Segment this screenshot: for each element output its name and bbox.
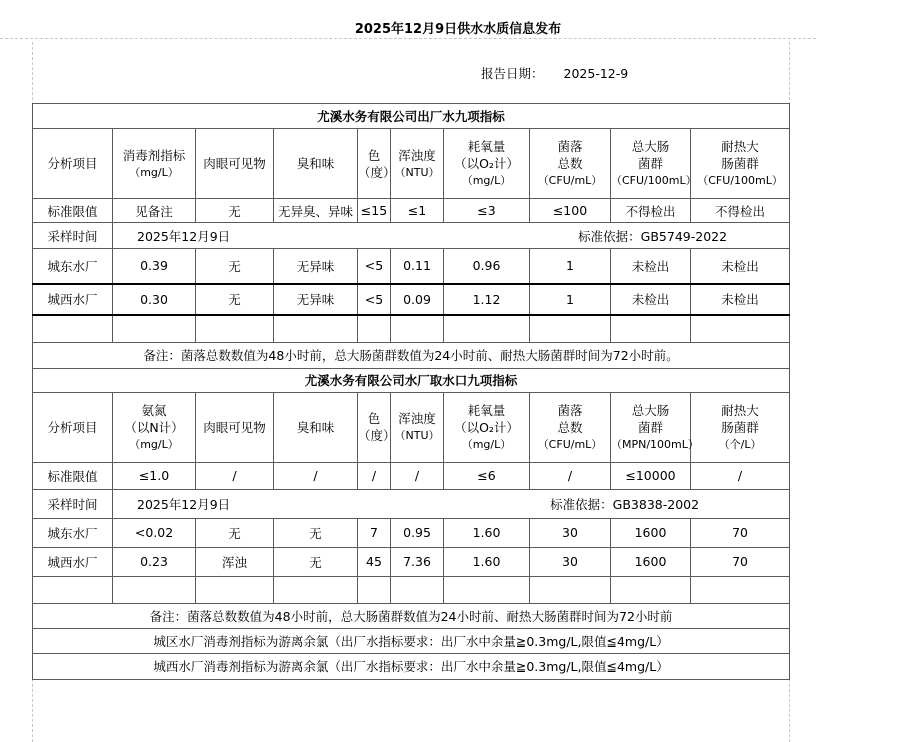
standard-basis: 标准依据：GB3838-2002: [550, 496, 700, 512]
sample-time-label: 采样时间: [33, 223, 113, 249]
data-cell: 无异味: [274, 249, 358, 284]
data-cell: 无: [196, 518, 274, 547]
section2-header-cell: 浑浊度 （NTU）: [391, 392, 444, 462]
limit-cell: /: [691, 462, 790, 489]
data-cell: 1600: [611, 547, 691, 576]
section2-header-cell: 耗氧量 （以O₂计） （mg/L）: [444, 392, 530, 462]
sample-info: [113, 489, 790, 518]
section1-header-cell: 耗氧量 （以O₂计） （mg/L）: [444, 129, 530, 199]
limit-cell: 见备注: [113, 199, 196, 223]
data-cell: 0.96: [444, 249, 530, 284]
section2-header-cell: 耐热大 肠菌群 （个/L）: [691, 392, 790, 462]
section2-sample-row: [33, 489, 790, 518]
data-cell: <5: [358, 284, 391, 315]
data-cell: 无: [196, 249, 274, 284]
section2-header-cell: 氨氮 （以N计） （mg/L）: [113, 392, 196, 462]
section2-note: 备注：菌落总数数值为48小时前，总大肠菌群数值为24小时前、耐热大肠菌群时间为72小时前: [33, 603, 790, 628]
report-date-value: 2025-12-9: [563, 66, 629, 81]
data-cell: 0.11: [391, 249, 444, 284]
data-cell: 城西水厂: [33, 284, 113, 315]
data-cell: 1600: [611, 518, 691, 547]
section1-title: 尤溪水务有限公司出厂水九项指标: [33, 104, 790, 129]
limit-cell: 无异臭、异味: [274, 199, 358, 223]
data-cell: 未检出: [611, 284, 691, 315]
data-cell: 1: [530, 284, 611, 315]
section1-header-row: [33, 129, 790, 199]
section1-header-cell: 消毒剂指标 （mg/L）: [113, 129, 196, 199]
data-cell: 7: [358, 518, 391, 547]
limit-cell: 不得检出: [611, 199, 691, 223]
section2-header-cell: 菌落 总数 （CFU/mL）: [530, 392, 611, 462]
limit-cell: 无: [196, 199, 274, 223]
data-cell: 未检出: [611, 249, 691, 284]
section1-header-cell: 耐热大 肠菌群 （CFU/100mL）: [691, 129, 790, 199]
section1-header-cell: 总大肠 菌群 （CFU/100mL）: [611, 129, 691, 199]
data-cell: 0.95: [391, 518, 444, 547]
section2-title: 尤溪水务有限公司水厂取水口九项指标: [33, 368, 790, 392]
limit-cell: /: [274, 462, 358, 489]
table-row: [33, 518, 790, 547]
data-cell: 0.23: [113, 547, 196, 576]
blank-row: [33, 315, 790, 343]
data-cell: 0.09: [391, 284, 444, 315]
data-cell: 30: [530, 518, 611, 547]
section1-sample-row: [33, 223, 790, 249]
section1-header-cell: 分析项目: [33, 129, 113, 199]
table-row: [33, 249, 790, 284]
data-cell: <0.02: [113, 518, 196, 547]
document-title: 2025年12月9日供水水质信息发布: [354, 22, 562, 37]
limit-cell: ≤6: [444, 462, 530, 489]
standard-basis: 标准依据：GB5749-2022: [578, 228, 728, 244]
sample-date: 2025年12月9日: [137, 496, 231, 512]
sample-date: 2025年12月9日: [137, 228, 231, 244]
report-date-label: 报告日期：: [481, 66, 544, 81]
data-cell: 45: [358, 547, 391, 576]
data-cell: 70: [691, 547, 790, 576]
data-cell: 0.39: [113, 249, 196, 284]
limit-cell: /: [391, 462, 444, 489]
data-cell: 70: [691, 518, 790, 547]
sample-time-label: 采样时间: [33, 489, 113, 518]
data-cell: 7.36: [391, 547, 444, 576]
data-cell: 无: [274, 518, 358, 547]
data-cell: 1.60: [444, 518, 530, 547]
limit-cell: /: [358, 462, 391, 489]
limit-cell: /: [196, 462, 274, 489]
limit-cell: 标准限值: [33, 462, 113, 489]
data-cell: 无: [196, 284, 274, 315]
section1-note: 备注：菌落总数数值为48小时前，总大肠菌群数值为24小时前、耐热大肠菌群时间为72小时前。: [33, 342, 790, 368]
data-cell: 无异味: [274, 284, 358, 315]
section1-header-cell: 臭和味: [274, 129, 358, 199]
limit-cell: ≤10000: [611, 462, 691, 489]
section2-header-cell: 总大肠 菌群 （MPN/100mL）: [611, 392, 691, 462]
sample-info: [113, 223, 790, 249]
limit-cell: ≤15: [358, 199, 391, 223]
report-date: [481, 64, 628, 82]
data-cell: 城东水厂: [33, 249, 113, 284]
data-cell: 1.60: [444, 547, 530, 576]
limit-cell: ≤1.0: [113, 462, 196, 489]
data-cell: 未检出: [691, 249, 790, 284]
data-cell: 未检出: [691, 284, 790, 315]
limit-cell: ≤1: [391, 199, 444, 223]
section2-header-cell: 臭和味: [274, 392, 358, 462]
data-cell: 城西水厂: [33, 547, 113, 576]
limit-cell: ≤3: [444, 199, 530, 223]
section1-header-cell: 浑浊度 （NTU）: [391, 129, 444, 199]
section2-header-cell: 色 （度）: [358, 392, 391, 462]
limit-cell: 不得检出: [691, 199, 790, 223]
data-cell: 城东水厂: [33, 518, 113, 547]
data-cell: 1.12: [444, 284, 530, 315]
limit-cell: ≤100: [530, 199, 611, 223]
footnote-urban-disinfectant: 城区水厂消毒剂指标为游离余氯（出厂水指标要求：出厂水中余量≧0.3mg/L,限值≦4mg/L）: [33, 628, 790, 653]
water-quality-sheet: [32, 103, 790, 680]
table-row: [33, 547, 790, 576]
section2-limits-row: [33, 462, 790, 489]
footnote-west-disinfectant: 城西水厂消毒剂指标为游离余氯（出厂水指标要求：出厂水中余量≧0.3mg/L,限值≦4mg/L）: [33, 653, 790, 679]
page-top-border: [0, 38, 816, 39]
data-cell: <5: [358, 249, 391, 284]
data-cell: 1: [530, 249, 611, 284]
limit-cell: /: [530, 462, 611, 489]
data-cell: 0.30: [113, 284, 196, 315]
section1-limits-row: [33, 199, 790, 223]
section1-header-cell: 肉眼可见物: [196, 129, 274, 199]
limit-cell: 标准限值: [33, 199, 113, 223]
section2-header-cell: 分析项目: [33, 392, 113, 462]
section2-header-row: [33, 392, 790, 462]
table-row: [33, 284, 790, 315]
data-cell: 浑浊: [196, 547, 274, 576]
section1-header-cell: 菌落 总数 （CFU/mL）: [530, 129, 611, 199]
data-cell: 30: [530, 547, 611, 576]
section1-header-cell: 色 （度）: [358, 129, 391, 199]
section2-header-cell: 肉眼可见物: [196, 392, 274, 462]
data-cell: 无: [274, 547, 358, 576]
blank-row: [33, 576, 790, 603]
